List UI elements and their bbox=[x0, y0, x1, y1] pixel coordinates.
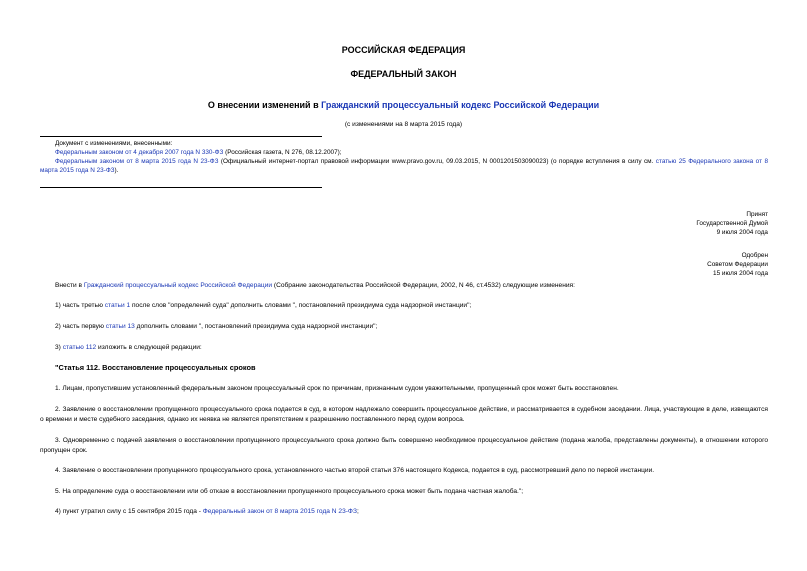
document-title bbox=[0, 100, 807, 110]
article-112-link[interactable]: статью 112 bbox=[62, 344, 97, 351]
law-330-link[interactable]: Федеральным законом от 4 декабря 2007 года N 330-ФЗ bbox=[55, 149, 224, 156]
divider-top bbox=[40, 136, 322, 137]
divider-bottom bbox=[40, 187, 322, 188]
title-prefix: О внесении изменений в bbox=[207, 100, 322, 110]
amended-note: (с изменениями на 8 марта 2015 года) bbox=[344, 121, 463, 128]
article-13-link[interactable]: статьи 13 bbox=[105, 323, 135, 330]
article-112-heading: "Статья 112. Восстановление процессуальных сроков bbox=[55, 363, 256, 372]
approved-line-2: Советом Федерации bbox=[707, 261, 768, 268]
title-link-civil-procedure-code[interactable]: Гражданский процессуальный кодекс Российской Федерации bbox=[321, 100, 600, 110]
civil-procedure-code-link[interactable]: Гражданский процессуальный кодекс Российской Федерации bbox=[83, 282, 273, 289]
item-4-paragraph: 4) пункт утратил силу с 15 сентября 2015 года - Федеральный закон от 8 марта 2015 года N 23-ФЗ; bbox=[55, 508, 359, 515]
law-23-link[interactable]: Федеральным законом от 8 марта 2015 года N 23-ФЗ bbox=[55, 158, 219, 165]
item-2-paragraph: 2) часть первую статьи 13 дополнить словами ", постановлений президиума суда надзорной инстанции"; bbox=[55, 323, 378, 330]
item-3-paragraph: 3) статью 112 изложить в следующей редакции: bbox=[55, 344, 202, 351]
article-clause-2: 2. Заявление о восстановлении пропущенного процессуального срока подается в суд, в котором надлежало совершить процессуальное действие, и рассматривается в судебном заседании. Лица, участвующие в деле, извещаются о времени и месте судебного заседания, однако их неявка не является препятствием к разрешению поставленного перед судом вопроса. bbox=[40, 406, 768, 423]
article-25-link[interactable]: статью 25 Федерального закона от 8 марта 2015 года N 23-ФЗ bbox=[40, 158, 769, 174]
country-heading: РОССИЙСКАЯ ФЕДЕРАЦИЯ bbox=[341, 45, 466, 55]
adopted-block bbox=[568, 210, 768, 237]
changes-item-2: Федеральным законом от 8 марта 2015 года N 23-ФЗ (Официальный интернет-портал правовой информации www.pravo.gov.ru, 09.03.2015, N 0001201503090023) (о порядке вступления в силу см. статью 25 Федерального закона от 8 марта 2015 года N 23-ФЗ). bbox=[40, 158, 769, 174]
article-clause-4: 4. Заявление о восстановлении пропущенного процессуального срока, установленного частью второй статьи 376 настоящего Кодекса, подается в суд, рассмотревший дело по первой инстанции. bbox=[55, 467, 655, 474]
changes-intro: Документ с изменениями, внесенными: bbox=[55, 140, 173, 147]
changes-item-1: Федеральным законом от 4 декабря 2007 года N 330-ФЗ (Российская газета, N 276, 08.12.2007); bbox=[55, 149, 342, 156]
article-clause-3: 3. Одновременно с подачей заявления о восстановлении пропущенного процессуального срока должно быть совершено необходимое процессуальное действие (подана жалоба, представлены документы), в отношении которого пропущен срок. bbox=[40, 437, 768, 454]
approved-block bbox=[568, 251, 768, 278]
approved-line-3: 15 июля 2004 года bbox=[713, 270, 768, 277]
item-1-paragraph: 1) часть третью статьи 1 после слов "определений суда" дополнить словами ", постановлений президиума суда надзорной инстанции"; bbox=[55, 302, 472, 309]
approved-line-1: Одобрен bbox=[741, 252, 768, 259]
law-type-heading: ФЕДЕРАЛЬНЫЙ ЗАКОН bbox=[350, 69, 457, 79]
article-clause-5: 5. На определение суда о восстановлении или об отказе в восстановлении пропущенного процессуального срока может быть подана частная жалоба."; bbox=[55, 488, 524, 495]
adopted-line-1: Принят bbox=[746, 211, 768, 218]
adopted-line-2: Государственной Думой bbox=[696, 220, 768, 227]
article-clause-1: 1. Лицам, пропустившим установленный федеральным законом процессуальный срок по причинам, признанным судом уважительными, пропущенный срок может быть восстановлен. bbox=[55, 385, 619, 392]
adopted-line-3: 9 июля 2004 года bbox=[716, 229, 768, 236]
law-23-fz-link[interactable]: Федеральный закон от 8 марта 2015 года N 23-ФЗ bbox=[202, 508, 357, 515]
changes-box bbox=[40, 139, 768, 175]
intro-paragraph: Внести в Гражданский процессуальный кодекс Российской Федерации (Собрание законодательства Российской Федерации, 2002, N 46, ст.4532) следующие изменения: bbox=[55, 282, 575, 289]
article-1-link[interactable]: статьи 1 bbox=[104, 302, 131, 309]
